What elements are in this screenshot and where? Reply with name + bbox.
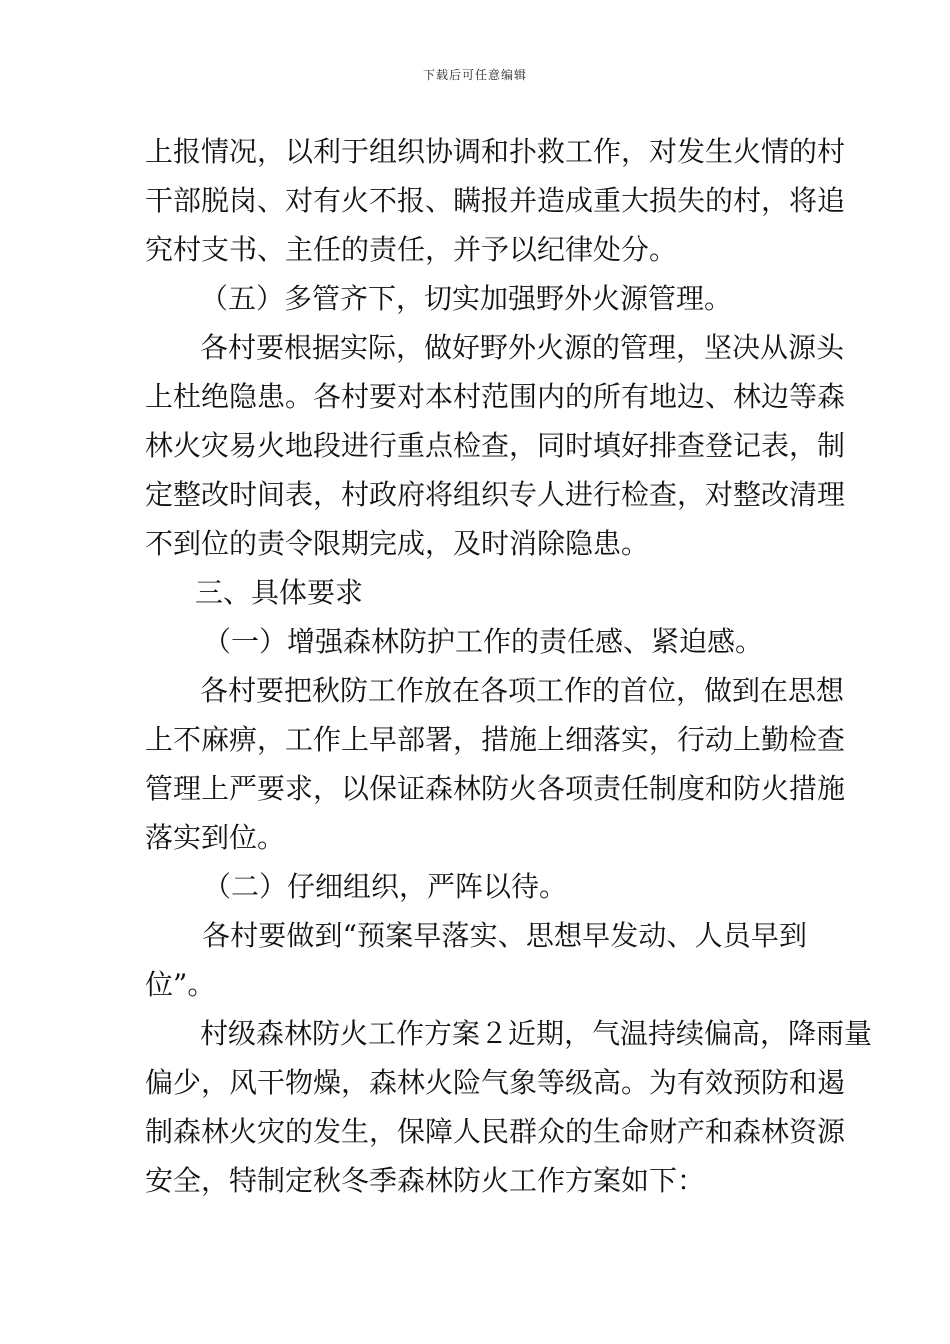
section-heading: 三、具体要求 [195, 576, 364, 609]
text-line: 各村要根据实际，做好野外火源的管理，坚决从源头 [200, 331, 845, 364]
text-line: 上不麻痹，工作上早部署，措施上细落实，行动上勤检查 [145, 723, 846, 756]
section-heading: （一）增强森林防护工作的责任感、紧迫感。 [203, 625, 764, 658]
text-line: 安全，特制定秋冬季森林防火工作方案如下： [145, 1164, 706, 1197]
text-line: 各村要把秋防工作放在各项工作的首位，做到在思想 [200, 674, 845, 707]
document-body [145, 127, 873, 1205]
text-line: 位”。 [145, 968, 216, 1001]
text-line: 偏少，风干物燥，森林火险气象等级高。为有效预防和遏 [145, 1066, 846, 1099]
page-header: 下载后可任意编辑 [422, 68, 527, 82]
text-line: 制森林火灾的发生，保障人民群众的生命财产和森林资源 [145, 1115, 846, 1148]
text-line: 上杜绝隐患。各村要对本村范围内的所有地边、林边等森 [145, 380, 846, 413]
text-line: 管理上严要求，以保证森林防火各项责任制度和防火措施 [145, 772, 846, 805]
text-line: 干部脱岗、对有火不报、瞒报并造成重大损失的村，将追 [145, 184, 846, 217]
text-line: 村级森林防火工作方案２近期，气温持续偏高，降雨量 [200, 1017, 873, 1050]
text-line: 不到位的责令限期完成，及时消除隐患。 [145, 527, 650, 560]
text-line: 林火灾易火地段进行重点检查，同时填好排查登记表，制 [145, 429, 846, 462]
text-line: 究村支书、主任的责任，并予以纪律处分。 [145, 233, 678, 266]
section-heading: （二）仔细组织，严阵以待。 [203, 870, 568, 903]
text-line: 落实到位。 [145, 821, 286, 854]
text-line: 上报情况，以利于组织协调和扑救工作，对发生火情的村 [145, 135, 846, 168]
section-heading: （五）多管齐下，切实加强野外火源管理。 [200, 282, 733, 315]
text-line: 定整改时间表，村政府将组织专人进行检查，对整改清理 [145, 478, 846, 511]
text-line: 各村要做到“预案早落实、思想早发动、人员早到 [202, 919, 807, 952]
